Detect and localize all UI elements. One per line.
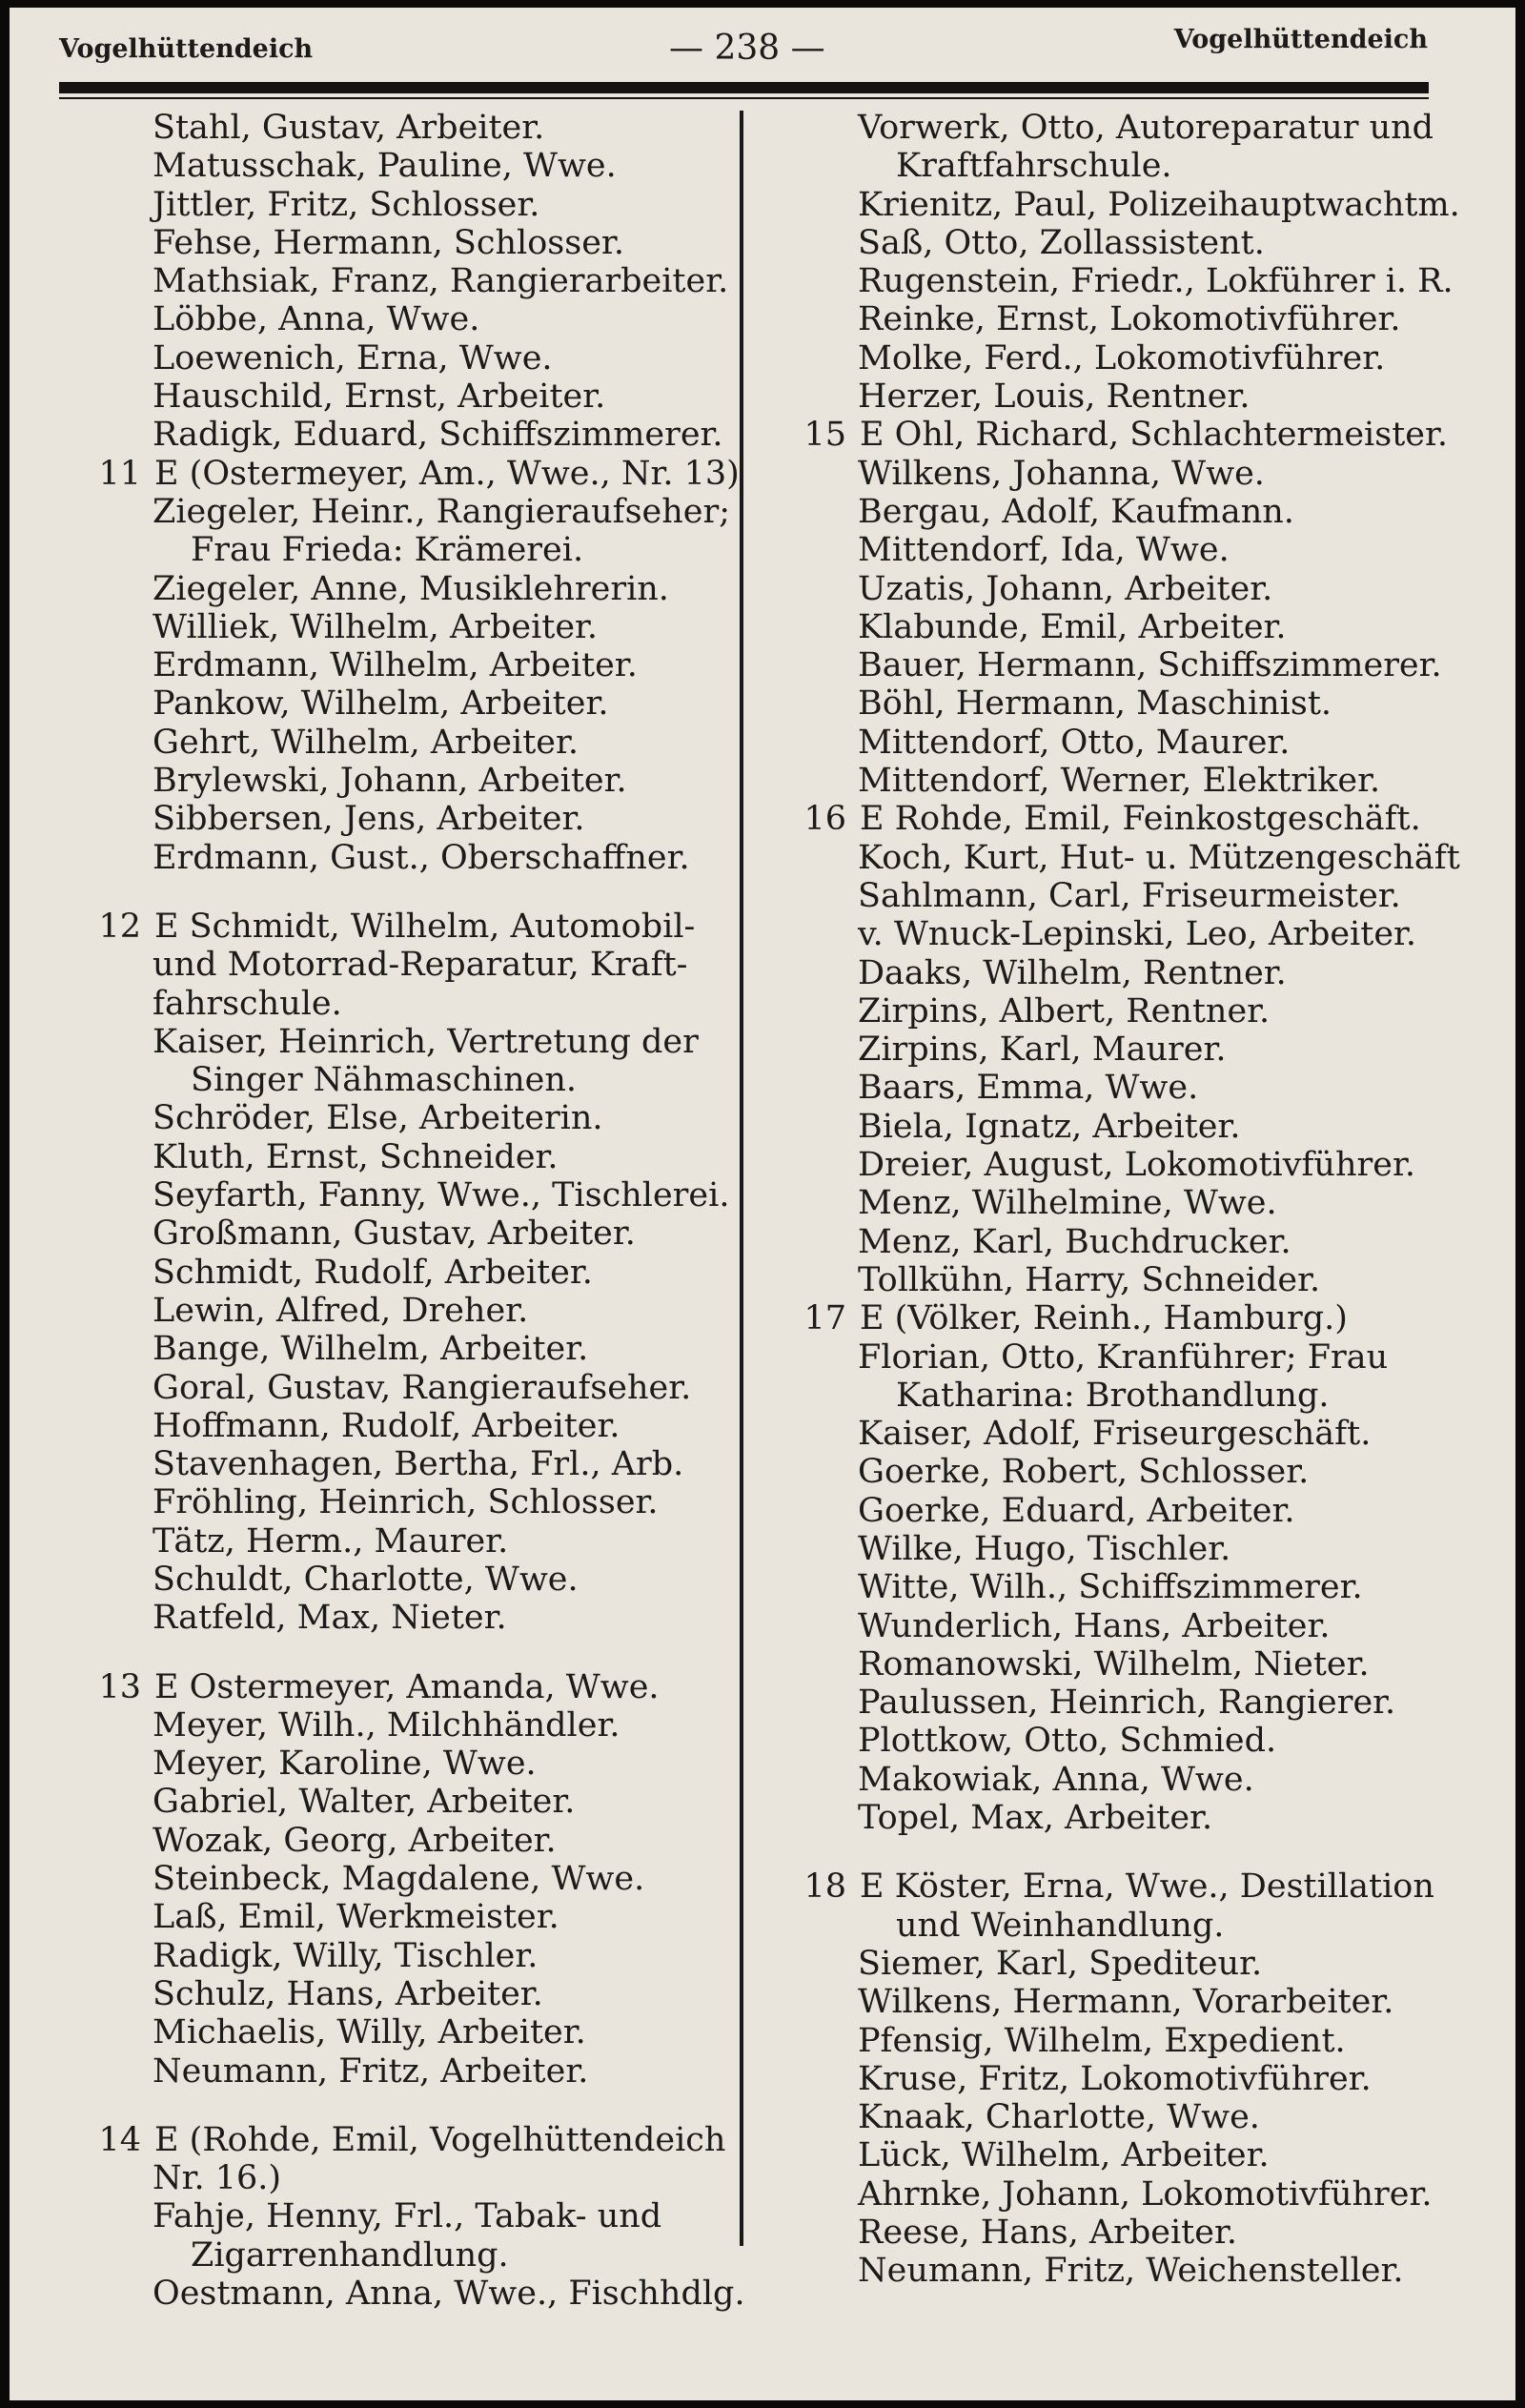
resident-entry: Nr. 16.): [152, 2159, 282, 2198]
directory-page: [10, 8, 1515, 2400]
resident-entry: Goerke, Robert, Schlosser.: [858, 1453, 1310, 1492]
resident-entry: Kaiser, Heinrich, Vertretung der: [152, 1022, 699, 1061]
resident-entry: Steinbeck, Magdalene, Wwe.: [152, 1860, 645, 1899]
resident-entry: Lewin, Alfred, Dreher.: [152, 1291, 529, 1330]
resident-entry: Oestmann, Anna, Wwe., Fischhdlg.: [152, 2275, 745, 2314]
resident-entry: Biela, Ignatz, Arbeiter.: [858, 1107, 1241, 1146]
resident-entry: Vorwerk, Otto, Autoreparatur und: [858, 109, 1434, 147]
resident-entry: Tätz, Herm., Maurer.: [152, 1521, 509, 1561]
house-number: 16: [803, 800, 846, 839]
resident-entry: und Motorrad-Reparatur, Kraft-: [152, 946, 688, 985]
resident-entry: Bange, Wilhelm, Arbeiter.: [152, 1330, 589, 1369]
resident-entry: Pankow, Wilhelm, Arbeiter.: [152, 684, 609, 724]
resident-entry: Krienitz, Paul, Polizeihauptwachtm.: [858, 185, 1460, 224]
resident-entry-continuation: und Weinhandlung.: [896, 1906, 1225, 1945]
resident-entry: Plottkow, Otto, Schmied.: [858, 1722, 1277, 1761]
resident-entry: Kruse, Fritz, Lokomotivführer.: [858, 2059, 1372, 2098]
resident-entry: Reinke, Ernst, Lokomotivführer.: [858, 300, 1401, 339]
resident-entry: Bergau, Adolf, Kaufmann.: [858, 492, 1294, 531]
resident-entry: Kaiser, Adolf, Friseurgeschäft.: [858, 1415, 1372, 1454]
resident-entry: Molke, Ferd., Lokomotivführer.: [858, 338, 1386, 378]
resident-entry: Jittler, Fritz, Schlosser.: [152, 185, 540, 224]
house-owner-text: E (Völker, Reinh., Hamburg.): [860, 1299, 1348, 1338]
house-owner-text: E Ohl, Richard, Schlachtermeister.: [860, 416, 1448, 455]
section-gap: [67, 2091, 734, 2121]
resident-entry: Stahl, Gustav, Arbeiter.: [152, 109, 545, 147]
house-number-entry: [67, 1668, 734, 1706]
resident-entry: Mathsiak, Franz, Rangierarbeiter.: [152, 262, 729, 301]
resident-entry: Daaks, Wilhelm, Rentner.: [858, 953, 1287, 992]
house-number-entry: [772, 1299, 1496, 1337]
section-gap: [67, 877, 734, 908]
resident-entry: Knaak, Charlotte, Wwe.: [858, 2098, 1260, 2137]
page-header: [59, 21, 1428, 88]
resident-entry: Sahlmann, Carl, Friseurmeister.: [858, 876, 1401, 915]
resident-entry: Mittendorf, Werner, Elektriker.: [858, 762, 1381, 801]
resident-entry-continuation: Zigarrenhandlung.: [191, 2235, 509, 2275]
resident-entry: Wunderlich, Hans, Arbeiter.: [858, 1606, 1331, 1645]
resident-entry: Ziegeler, Anne, Musiklehrerin.: [152, 569, 669, 608]
resident-entry: Seyfarth, Fanny, Wwe., Tischlerei.: [152, 1176, 730, 1215]
resident-entry: Goerke, Eduard, Arbeiter.: [858, 1491, 1295, 1530]
resident-entry: Matusschak, Pauline, Wwe.: [152, 147, 617, 186]
resident-entry: Koch, Kurt, Hut- u. Mützengeschäft: [858, 838, 1460, 877]
house-owner-text: E (Ostermeyer, Am., Wwe., Nr. 13): [154, 454, 740, 493]
running-head-right: Vogelhüttendeich: [1173, 25, 1428, 54]
resident-entry: Michaelis, Willy, Arbeiter.: [152, 2013, 586, 2052]
house-number: 18: [803, 1867, 846, 1907]
resident-entry: Loewenich, Erna, Wwe.: [152, 338, 553, 378]
house-number: 15: [803, 416, 846, 455]
resident-entry: Gabriel, Walter, Arbeiter.: [152, 1783, 576, 1822]
resident-entry: Brylewski, Johann, Arbeiter.: [152, 762, 627, 801]
house-number: 11: [98, 454, 141, 493]
resident-entry: Rugenstein, Friedr., Lokführer i. R.: [858, 262, 1454, 301]
section-gap: [772, 1837, 1496, 1867]
resident-entry: Reese, Hans, Arbeiter.: [858, 2214, 1237, 2253]
resident-entry: Saß, Otto, Zollassistent.: [858, 223, 1265, 262]
house-number-entry: [67, 908, 734, 946]
resident-entry: Radigk, Eduard, Schiffszimmerer.: [152, 416, 723, 455]
resident-entry: Tollkühn, Harry, Schneider.: [858, 1260, 1321, 1299]
resident-entry: Siemer, Karl, Spediteur.: [858, 1944, 1263, 1983]
house-number-entry: [772, 800, 1496, 838]
resident-entry-continuation: Kraftfahrschule.: [896, 147, 1172, 186]
resident-entry: Witte, Wilh., Schiffszimmerer.: [858, 1568, 1363, 1607]
resident-entry: Neumann, Fritz, Arbeiter.: [152, 2051, 589, 2091]
left-column: [67, 109, 745, 2314]
house-owner-text: E Rohde, Emil, Feinkostgeschäft.: [860, 800, 1421, 839]
house-owner-text: E Köster, Erna, Wwe., Destillation: [860, 1867, 1434, 1907]
resident-entry: Wilkens, Johanna, Wwe.: [858, 454, 1265, 493]
resident-entry: Hauschild, Ernst, Arbeiter.: [152, 378, 606, 417]
resident-entry: Meyer, Karoline, Wwe.: [152, 1745, 537, 1784]
resident-entry-continuation: Singer Nähmaschinen.: [191, 1061, 577, 1100]
resident-entry-continuation: Frau Frieda: Krämerei.: [191, 531, 584, 570]
resident-entry-continuation: Katharina: Brothandlung.: [896, 1376, 1330, 1415]
resident-entry: Erdmann, Gust., Oberschaffner.: [152, 838, 690, 877]
resident-entry: Wilke, Hugo, Tischler.: [858, 1529, 1231, 1568]
right-column: [772, 109, 1496, 2291]
resident-entry: Baars, Emma, Wwe.: [858, 1069, 1199, 1108]
resident-entry: Hoffmann, Rudolf, Arbeiter.: [152, 1406, 620, 1445]
resident-entry: Gehrt, Wilhelm, Arbeiter.: [152, 723, 580, 762]
house-number: 17: [803, 1299, 846, 1338]
resident-entry: Zirpins, Karl, Maurer.: [858, 1031, 1227, 1070]
resident-entry: Mittendorf, Otto, Maurer.: [858, 723, 1291, 762]
house-owner-text: E Ostermeyer, Amanda, Wwe.: [154, 1667, 660, 1706]
resident-entry: Mittendorf, Ida, Wwe.: [858, 531, 1230, 570]
resident-entry: Stavenhagen, Bertha, Frl., Arb.: [152, 1445, 684, 1484]
resident-entry: Goral, Gustav, Rangieraufseher.: [152, 1368, 692, 1407]
resident-entry: Menz, Karl, Buchdrucker.: [858, 1222, 1291, 1261]
resident-entry: Topel, Max, Arbeiter.: [858, 1799, 1213, 1838]
resident-entry: Wozak, Georg, Arbeiter.: [152, 1821, 557, 1860]
resident-entry: Paulussen, Heinrich, Rangierer.: [858, 1684, 1396, 1723]
resident-entry: Bauer, Hermann, Schiffszimmerer.: [858, 646, 1442, 685]
resident-entry: Böhl, Hermann, Maschinist.: [858, 684, 1332, 724]
house-owner-text: E Schmidt, Wilhelm, Automobil-: [154, 907, 696, 946]
house-number-entry: [772, 416, 1496, 454]
running-head-left: Vogelhüttendeich: [59, 34, 314, 64]
resident-entry: Zirpins, Albert, Rentner.: [858, 991, 1271, 1031]
resident-entry: Pfensig, Wilhelm, Expedient.: [858, 2021, 1346, 2060]
resident-entry: Ahrnke, Johann, Lokomotivführer.: [858, 2174, 1433, 2214]
resident-entry: fahrschule.: [152, 984, 342, 1023]
resident-entry: Löbbe, Anna, Wwe.: [152, 300, 480, 339]
resident-entry: Neumann, Fritz, Weichensteller.: [858, 2252, 1404, 2291]
section-gap: [67, 1638, 734, 1668]
resident-entry: Erdmann, Wilhelm, Arbeiter.: [152, 646, 638, 685]
house-number: 14: [98, 2120, 141, 2159]
resident-entry: Fröhling, Heinrich, Schlosser.: [152, 1483, 659, 1522]
page-number: — 238 —: [669, 29, 825, 68]
resident-entry: Wilkens, Hermann, Vorarbeiter.: [858, 1983, 1394, 2022]
resident-entry: v. Wnuck-Lepinski, Leo, Arbeiter.: [858, 915, 1417, 954]
resident-entry: Ratfeld, Max, Nieter.: [152, 1599, 507, 1638]
house-number-entry: [772, 1867, 1496, 1906]
resident-entry: Sibbersen, Jens, Arbeiter.: [152, 800, 585, 839]
column-divider: [740, 111, 743, 2246]
resident-entry: Menz, Wilhelmine, Wwe.: [858, 1184, 1277, 1223]
resident-entry: Schuldt, Charlotte, Wwe.: [152, 1560, 579, 1599]
resident-entry: Großmann, Gustav, Arbeiter.: [152, 1214, 636, 1254]
resident-entry: Lück, Wilhelm, Arbeiter.: [858, 2136, 1270, 2175]
header-rule-thin: [59, 97, 1429, 99]
resident-entry: Kluth, Ernst, Schneider.: [152, 1137, 559, 1176]
resident-entry: Laß, Emil, Werkmeister.: [152, 1898, 559, 1937]
resident-entry: Fahje, Henny, Frl., Tabak- und: [152, 2197, 662, 2236]
house-owner-text: E (Rohde, Emil, Vogelhüttendeich: [154, 2120, 726, 2159]
house-number-entry: [67, 2121, 734, 2159]
resident-entry: Uzatis, Johann, Arbeiter.: [858, 569, 1273, 608]
resident-entry: Meyer, Wilh., Milchhändler.: [152, 1705, 620, 1745]
resident-entry: Dreier, August, Lokomotivführer.: [858, 1146, 1415, 1185]
house-number: 13: [98, 1667, 141, 1706]
resident-entry: Fehse, Hermann, Schlosser.: [152, 223, 624, 262]
resident-entry: Makowiak, Anna, Wwe.: [858, 1760, 1254, 1799]
resident-entry: Romanowski, Wilhelm, Nieter.: [858, 1644, 1370, 1684]
resident-entry: Schröder, Else, Arbeiterin.: [152, 1099, 603, 1138]
resident-entry: Klabunde, Emil, Arbeiter.: [858, 607, 1287, 646]
header-rule-thick: [59, 82, 1429, 93]
resident-entry: Schmidt, Rudolf, Arbeiter.: [152, 1253, 593, 1292]
resident-entry: Schulz, Hans, Arbeiter.: [152, 1974, 543, 2013]
resident-entry: Radigk, Willy, Tischler.: [152, 1936, 539, 1975]
resident-entry: Ziegeler, Heinr., Rangieraufseher;: [152, 492, 731, 531]
house-number-entry: [67, 454, 740, 493]
resident-entry: Williek, Wilhelm, Arbeiter.: [152, 607, 599, 646]
house-number: 12: [98, 907, 141, 946]
resident-entry: Florian, Otto, Kranführer; Frau: [858, 1337, 1389, 1377]
resident-entry: Herzer, Louis, Rentner.: [858, 378, 1250, 417]
